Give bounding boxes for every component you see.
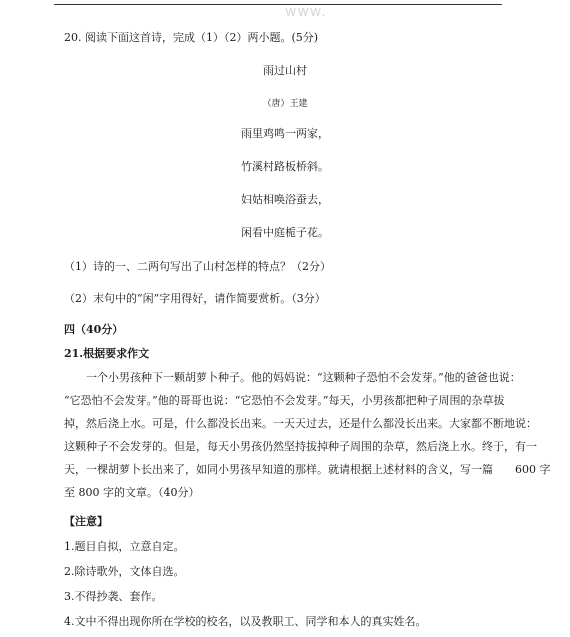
poem-line: 闲看中庭栀子花。 <box>241 226 329 239</box>
sub-question-2: （2）末句中的“闲”字用得好，请作简要赏析。（3分） <box>64 292 326 305</box>
notes-heading: 【注意】 <box>64 515 108 528</box>
poem-line: 妇姑相唤浴蚕去， <box>241 193 329 206</box>
passage-line: 这颗种子不会发芽的。但是，每天小男孩仍然坚持拔掉种子周围的杂草，然后浇上水。终于，有一 <box>64 440 537 453</box>
section-heading: 四（40分） <box>64 323 124 336</box>
passage-line: 至 800 字的文章。（40分） <box>64 486 200 499</box>
note-item: 2.除诗歌外，文体自选。 <box>64 565 185 578</box>
question-20-prompt: 20. 阅读下面这首诗，完成（1）（2）两小题。(5分) <box>64 31 319 44</box>
poem-line: 竹溪村路板桥斜。 <box>241 160 329 173</box>
watermark: www. <box>285 4 327 20</box>
poem-line: 雨里鸡鸣一两家， <box>241 127 329 140</box>
poem-author: （唐）王建 <box>262 99 308 109</box>
sub-question-1: （1）诗的一、二两句写出了山村怎样的特点？（2分） <box>64 260 331 273</box>
essay-prompt-passage <box>64 366 551 504</box>
passage-line: 天，一棵胡萝卜长出来了，如同小男孩早知道的那样。就请根据上述材料的含义，写一篇 600 字 <box>64 463 551 476</box>
passage-line: “它恐怕不会发芽。”他的哥哥也说：“它恐怕不会发芽。”每天，小男孩都把种子周围的杂草拔 <box>64 394 505 407</box>
poem-title: 雨过山村 <box>263 64 307 77</box>
note-item: 1.题目自拟，立意自定。 <box>64 540 185 553</box>
question-21-title: 21.根据要求作文 <box>64 347 150 360</box>
note-item: 3.不得抄袭、套作。 <box>64 590 163 603</box>
header-rule <box>54 4 502 5</box>
passage-line: 一个小男孩种下一颗胡萝卜种子。他的妈妈说：“这颗种子恐怕不会发芽。”他的爸爸也说： <box>64 371 521 384</box>
passage-line: 掉，然后浇上水。可是，什么都没长出来。一天天过去，还是什么都没长出来。大家都不断地说： <box>64 417 537 430</box>
note-item: 4.文中不得出现你所在学校的校名，以及教职工、同学和本人的真实姓名。 <box>64 615 427 628</box>
